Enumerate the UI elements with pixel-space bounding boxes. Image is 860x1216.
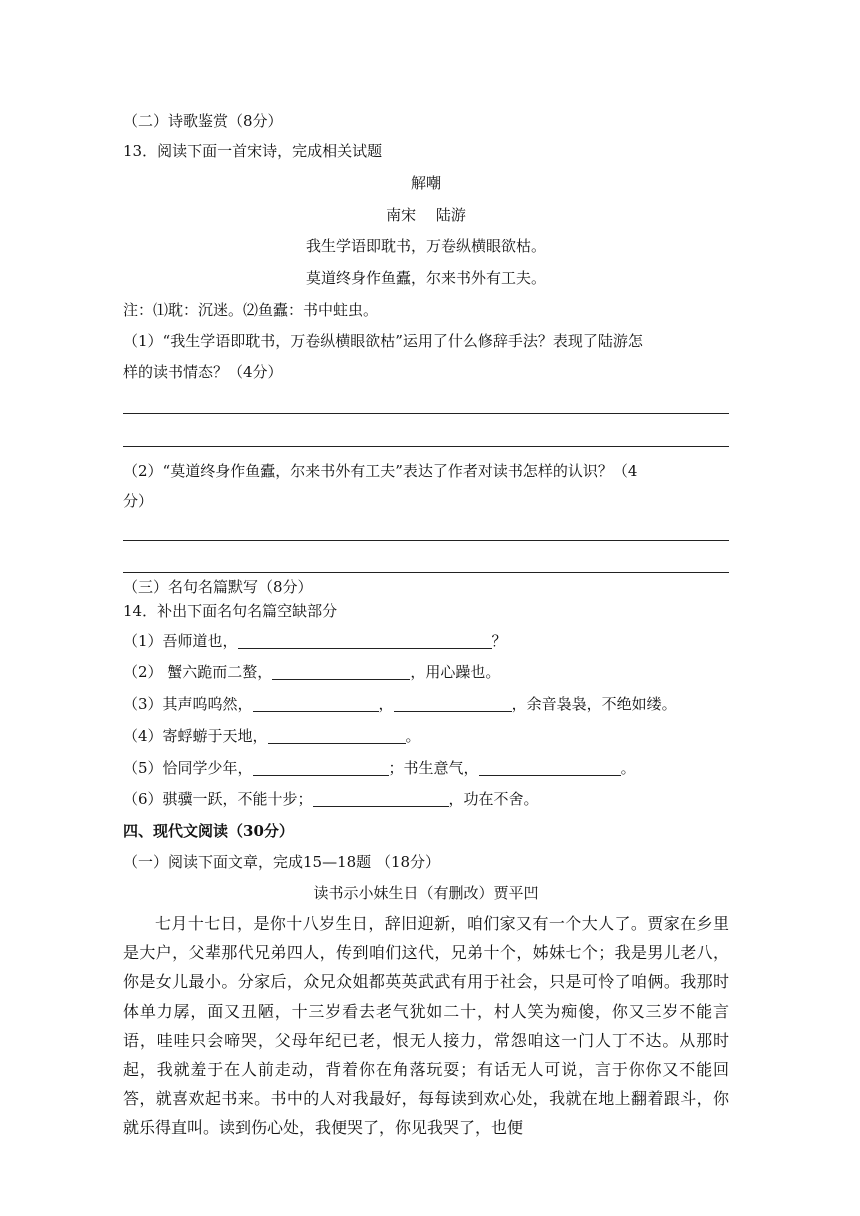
fill-item-2 (123, 661, 500, 683)
question-13-2-line-2: 分） (123, 492, 154, 510)
poem-title: 解嘲 (410, 174, 441, 192)
answer-line[interactable] (123, 446, 729, 447)
section-poetry-title: （二）诗歌鉴赏（8分） (123, 112, 283, 130)
fill-blank[interactable] (253, 759, 389, 776)
fill-item-text: ，功在不舍。 (448, 790, 539, 808)
fill-blank[interactable] (313, 790, 449, 807)
answer-line[interactable] (123, 413, 729, 414)
fill-item-text: 。 (620, 759, 636, 777)
poem-line-1: 我生学语即耽书，万卷纵横眼欲枯。 (305, 237, 546, 255)
fill-blank[interactable] (253, 695, 379, 712)
fill-item-text: ？ (491, 632, 507, 650)
fill-item-text: ， (378, 695, 394, 713)
fill-blank[interactable] (272, 663, 410, 680)
fill-item-4 (123, 725, 421, 747)
section-modern-reading-title: 四、现代文阅读（30分） (123, 822, 294, 840)
fill-item-text: （5）恰同学少年， (123, 759, 253, 777)
fill-item-1 (123, 630, 507, 652)
fill-item-text: （6）骐骥一跃，不能十步； (123, 790, 313, 808)
fill-item-text: ；书生意气， (388, 759, 479, 777)
fill-blank[interactable] (268, 727, 406, 744)
question-14-title: 14．补出下面名句名篇空缺部分 (123, 602, 338, 620)
article-body (123, 909, 729, 1143)
fill-item-text: （3）其声呜呜然， (123, 695, 253, 713)
fill-item-6 (123, 788, 539, 810)
fill-blank[interactable] (394, 695, 512, 712)
fill-blank[interactable] (238, 632, 492, 649)
fill-item-text: ，余音袅袅，不绝如缕。 (511, 695, 677, 713)
question-13-title: 13．阅读下面一首宋诗，完成相关试题 (123, 142, 383, 160)
poem-line-2: 莫道终身作鱼蠹，尔来书外有工夫。 (305, 269, 546, 287)
question-13-2-line-1: （2）“莫道终身作鱼蠹，尔来书外有工夫”表达了作者对读书怎样的认识？（4 (123, 462, 638, 480)
fill-item-text: （4）寄蜉蝣于天地， (123, 727, 268, 745)
poem-author: 南宋 陆游 (386, 206, 466, 224)
fill-item-3 (123, 693, 677, 715)
section-recitation-title: （三）名句名篇默写（8分） (123, 578, 313, 596)
poem-note: 注：⑴耽：沉迷。⑵鱼蠹：书中蛀虫。 (123, 301, 379, 319)
article-paragraph: 七月十七日，是你十八岁生日，辞旧迎新，咱们家又有一个大人了。贾家在乡里是大户，父辈那代兄弟四人，传到咱们这代，兄弟十个，姊妹七个；我是男儿老八，你是女儿最小。分家后，众兄众姐都英英武武有用于社会，只是可怜了咱俩。我那时体单力孱，面又丑陋，十三岁看去老气犹如二十，村人笑为痴傻，你又三岁不能言语，哇哇只会啼哭，父母年纪已老，恨无人接力，常怨咱这一门人丁不达。从那时起，我就羞于在人前走动，背着你在角落玩耍；有话无人可说，言于你你又不能回答，就喜欢起书来。书中的人对我最好，每每读到欢心处，我就在地上翻着跟斗，你就乐得直叫。读到伤心处，我便哭了，你见我哭了，也便 (123, 914, 729, 1138)
answer-line[interactable] (123, 540, 729, 541)
fill-item-text: ，用心躁也。 (410, 663, 501, 681)
question-13-1-line-2: 样的读书情态？（4分） (123, 363, 283, 381)
article-title: 读书示小妹生日（有删改）贾平凹 (313, 884, 539, 902)
fill-blank[interactable] (479, 759, 621, 776)
fill-item-5 (123, 757, 636, 779)
subsection-1-title: （一）阅读下面文章，完成15—18题 （18分） (123, 853, 441, 871)
fill-item-text: 。 (405, 727, 421, 745)
fill-item-text: （2） 蟹六跪而二螯， (123, 663, 273, 681)
answer-line[interactable] (123, 572, 729, 573)
question-13-1-line-1: （1）“我生学语即耽书，万卷纵横眼欲枯”运用了什么修辞手法？表现了陆游怎 (123, 332, 643, 350)
fill-item-text: （1）吾师道也， (123, 632, 238, 650)
